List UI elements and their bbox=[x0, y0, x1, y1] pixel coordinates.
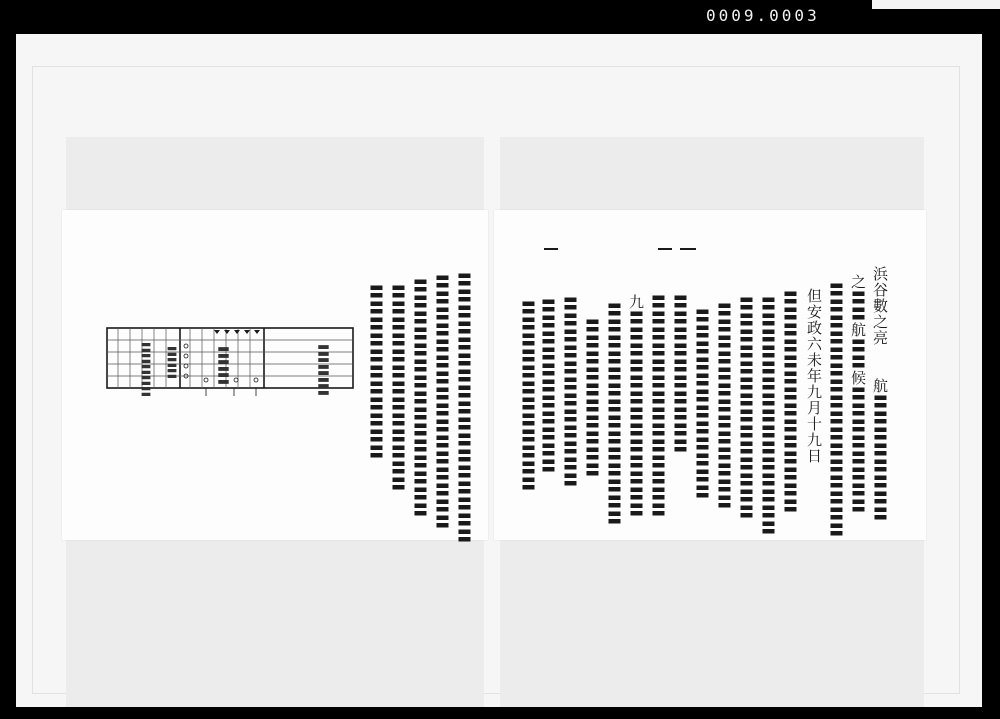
left-col-3: 〓〓〓〓〓〓〓〓〓〓〓〓〓〓〓 bbox=[411, 278, 429, 518]
diagram-cell-label: 〓〓〓〓 bbox=[314, 344, 329, 396]
left-col-1: 〓〓〓〓〓〓〓〓〓〓〓〓〓〓〓〓〓 bbox=[455, 272, 473, 544]
left-col-4: 〓〓〓〓〓〓〓〓〓〓〓〓〓 bbox=[389, 284, 407, 492]
right-col-5: 〓〓〓〓〓〓〓〓〓〓〓〓〓〓 bbox=[781, 290, 799, 514]
dock-diagram bbox=[106, 322, 356, 406]
item-mark bbox=[544, 248, 558, 250]
right-col-13: 〓〓〓〓〓〓〓〓〓〓〓〓〓〓 bbox=[605, 302, 623, 526]
right-col-4: 但安政六未年九月十九日 bbox=[805, 288, 823, 464]
right-col-2: 之〓〓航〓〓候〓〓〓〓〓〓〓〓 bbox=[849, 274, 867, 514]
diagram-cell-label: 〓〓〓〓〓 bbox=[139, 342, 152, 397]
right-col-16: 〓〓〓〓〓〓〓〓〓〓〓 bbox=[539, 298, 557, 474]
film-edge-tab bbox=[872, 0, 1000, 9]
left-col-5: 〓〓〓〓〓〓〓〓〓〓〓 bbox=[367, 284, 385, 460]
scan-board bbox=[16, 34, 982, 707]
right-col-15: 〓〓〓〓〓〓〓〓〓〓〓〓 bbox=[561, 296, 579, 488]
item-mark bbox=[658, 248, 672, 250]
left-col-2: 〓〓〓〓〓〓〓〓〓〓〓〓〓〓〓〓 bbox=[433, 274, 451, 530]
right-col-9: 〓〓〓〓〓〓〓〓〓〓〓〓 bbox=[693, 308, 711, 500]
item-mark bbox=[680, 248, 696, 250]
right-col-17: 〓〓〓〓〓〓〓〓〓〓〓〓 bbox=[519, 300, 537, 492]
right-col-3: 〓〓〓〓〓〓〓〓〓〓〓〓〓〓〓〓 bbox=[827, 282, 845, 538]
diagram-cell-label: 〓〓〓 bbox=[214, 346, 229, 385]
right-col-14: 〓〓〓〓〓〓〓〓〓〓 bbox=[583, 318, 601, 478]
right-col-8: 〓〓〓〓〓〓〓〓〓〓〓〓〓 bbox=[715, 302, 733, 510]
right-col-7: 〓〓〓〓〓〓〓〓〓〓〓〓〓〓 bbox=[737, 296, 755, 520]
right-col-12: 九〓〓〓〓〓〓〓〓〓〓〓〓〓 bbox=[627, 294, 645, 518]
diagram-cell-label: 〓〓〓 bbox=[165, 346, 178, 379]
right-col-6: 〓〓〓〓〓〓〓〓〓〓〓〓〓〓〓 bbox=[759, 296, 777, 536]
frame-id: 0009.0003 bbox=[706, 6, 820, 25]
right-col-10: 〓〓〓〓〓〓〓〓〓〓 bbox=[671, 294, 689, 454]
right-col-1: 浜谷數之亮 航〓〓〓〓〓〓〓〓 bbox=[871, 266, 889, 522]
right-col-11: 〓〓〓〓〓〓〓〓〓〓〓〓〓〓 bbox=[649, 294, 667, 518]
